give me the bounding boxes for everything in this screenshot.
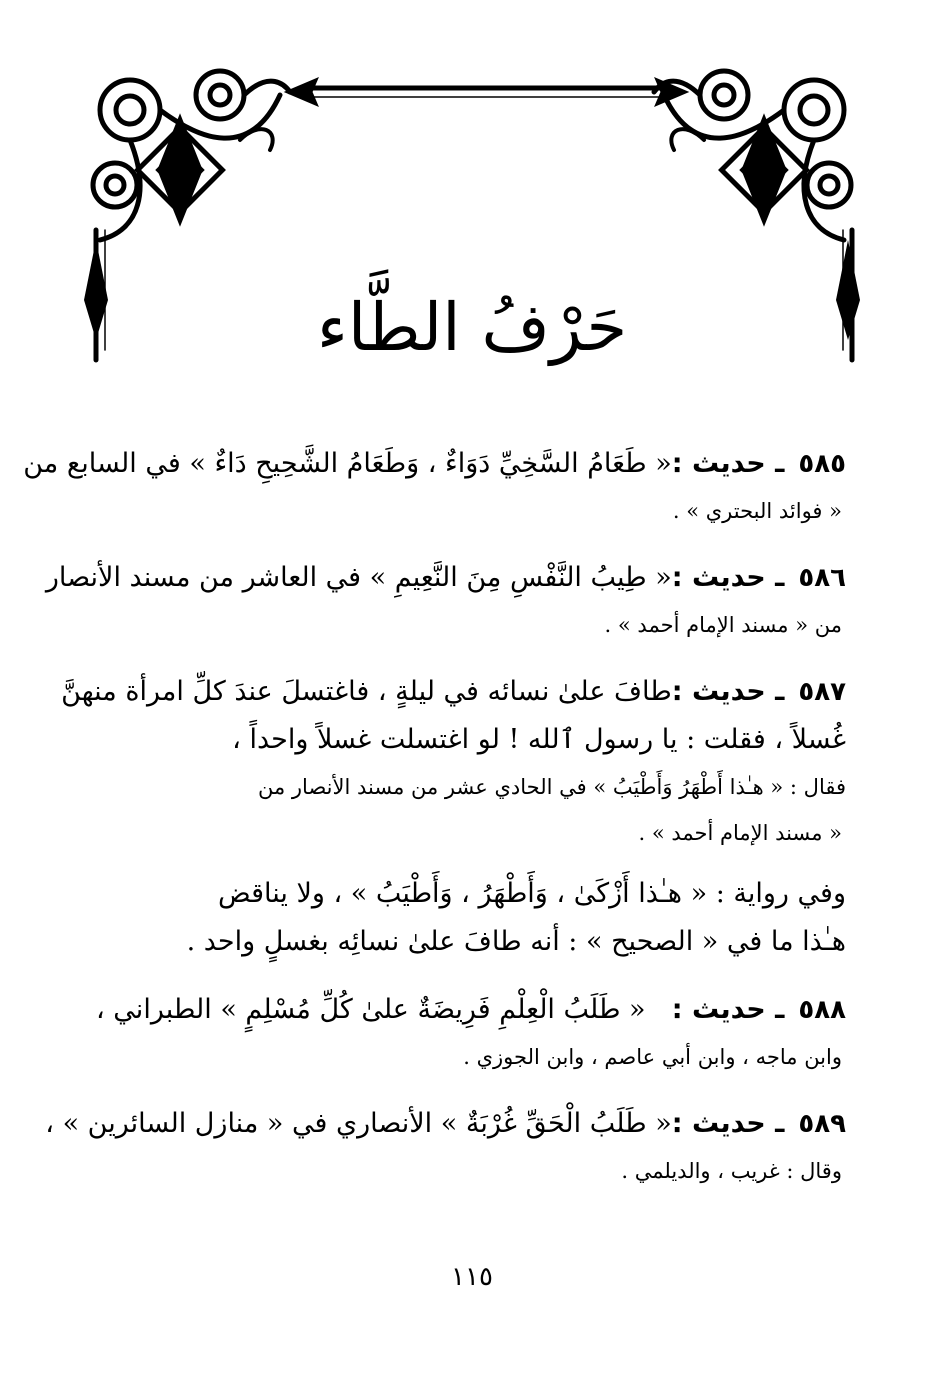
entry-text: « طَلَبُ الْحَقِّ غُرْبَةٌ » الأنصاري في « منازل السائرين » ، [45, 1108, 672, 1139]
hadith-entry [96, 986, 846, 1080]
entry-label: ـ حديث : [671, 448, 785, 479]
entry-first-line [45, 1100, 846, 1148]
entry-label: ـ حديث : [671, 994, 785, 1025]
entry-line [96, 764, 846, 810]
page-number: ١١٥ [451, 1262, 493, 1292]
entry-continuation-line [96, 918, 846, 966]
entry-text: من « مسند الإمام أحمد » . [604, 613, 842, 637]
entry-line [96, 810, 846, 856]
entry-text: هـٰذا ما في « الصحيح » : أنه طافَ علىٰ نسائِه بغسلٍ واحد . [186, 926, 846, 957]
entry-first-line [96, 986, 846, 1034]
entry-text: « طَعَامُ السَّخِيِّ دَوَاءٌ ، وَطَعَامُ الشَّحِيحِ دَاءٌ » في السابع من [23, 448, 672, 479]
entry-text: « طِيبُ النَّفْسِ مِنَ النَّعِيمِ » في العاشر من مسند الأنصار [45, 562, 672, 593]
entry-text: طافَ علىٰ نسائه في ليلةٍ ، فاغتسلَ عندَ كلِّ امرأة منهنَّ [61, 676, 672, 707]
entry-line [96, 1034, 846, 1080]
entry-number: ٥٨٧ [798, 677, 846, 707]
chapter-title: حَرْفُ الطَّاء [316, 289, 628, 366]
hadith-list [23, 440, 846, 1214]
entry-line [96, 488, 846, 534]
entry-text: وقال : غريب ، والديلمي . [621, 1159, 842, 1183]
entry-label: ـ حديث : [671, 676, 785, 707]
entry-text: فقال : « هـٰذا أَطْهَرُ وَأَطْيَبُ » في الحادي عشر من مسند الأنصار من [258, 775, 846, 799]
entry-number: ٥٨٩ [798, 1109, 846, 1139]
entry-first-line [23, 440, 846, 488]
hadith-entry [61, 668, 846, 966]
hadith-entry [45, 554, 846, 648]
entry-continuation-line [96, 870, 846, 918]
entry-text: وابن ماجه ، وابن أبي عاصم ، وابن الجوزي . [463, 1045, 842, 1069]
entry-label: ـ حديث : [671, 562, 785, 593]
entry-number: ٥٨٨ [798, 995, 846, 1025]
entry-text: وفي رواية : « هـٰذا أَزْكَىٰ ، وَأَطْهَرُ ، وَأَطْيَبُ » ، ولا يناقض [218, 878, 846, 909]
entry-text: « مسند الإمام أحمد » . [638, 821, 842, 845]
entry-line [96, 1148, 846, 1194]
entry-number: ٥٨٦ [798, 563, 846, 593]
entry-number: ٥٨٥ [798, 449, 846, 479]
entry-text: « فوائد البحتري » . [672, 499, 842, 523]
entry-label: ـ حديث : [671, 1108, 785, 1139]
entry-line [96, 716, 846, 764]
entry-text: غُسلاً ، فقلت : يا رسول ٱلله ! لو اغتسلت غسلاً واحداً ، [232, 724, 846, 755]
entry-first-line [61, 668, 846, 716]
hadith-entry [23, 440, 846, 534]
entry-text: « طَلَبُ الْعِلْمِ فَرِيضَةٌ علىٰ كُلِّ مُسْلِمٍ » الطبراني ، [96, 994, 646, 1025]
entry-first-line [45, 554, 846, 602]
hadith-entry [45, 1100, 846, 1194]
entry-line [96, 602, 846, 648]
